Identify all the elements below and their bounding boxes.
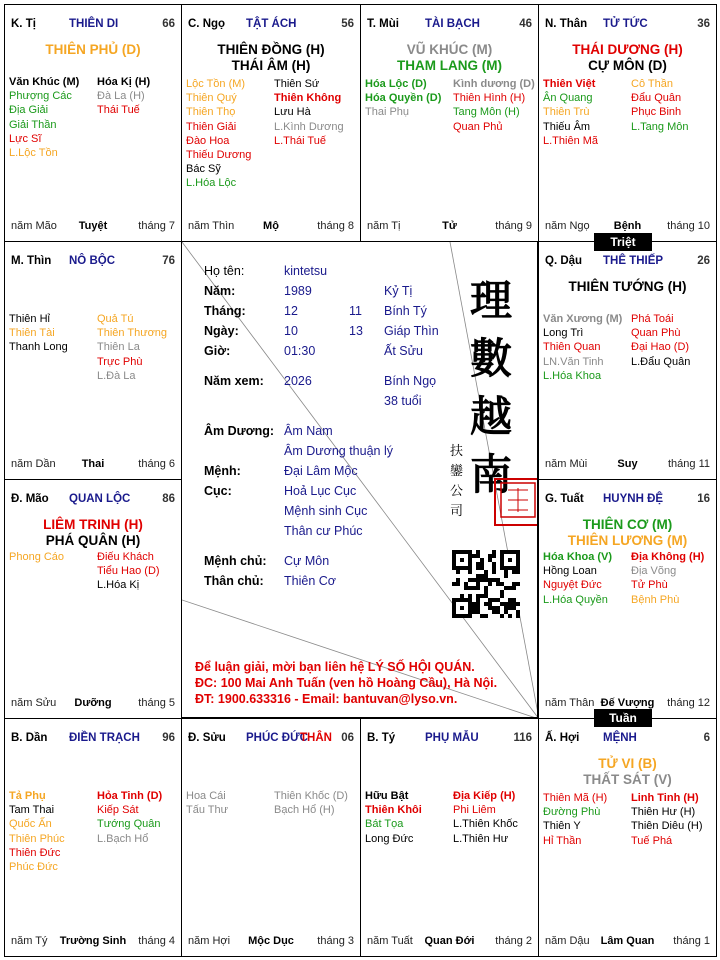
minor-star: L.Hóa Khoa — [543, 369, 602, 382]
minor-star: L.Kình Dương — [274, 120, 344, 133]
minor-star: Thiên Không — [274, 92, 342, 105]
footer-year: năm Ngọ — [545, 220, 590, 232]
than-marker: THÂN — [300, 732, 332, 744]
minor-stars-left — [9, 75, 79, 160]
minor-star: Quả Tú — [97, 313, 134, 325]
footer-phase: Thai — [81, 458, 105, 470]
label-amduong: Âm Dương: — [204, 424, 275, 438]
palace-header — [545, 18, 710, 32]
minor-star: Hỏa Tinh (D) — [97, 790, 163, 802]
minor-stars-right — [631, 791, 703, 848]
value-thang: 12 — [284, 304, 298, 318]
palace-header — [367, 732, 532, 746]
calligraphy-char: 理 — [470, 276, 513, 325]
palace-footer — [367, 220, 532, 234]
footer-year: năm Sửu — [11, 697, 57, 709]
minor-star: Tiểu Hao (D) — [97, 565, 160, 578]
minor-star: L.Tang Môn — [631, 120, 689, 133]
minor-star: Tả Phụ — [9, 790, 46, 802]
minor-star: Tướng Quân — [97, 818, 161, 831]
palace-footer — [545, 935, 710, 949]
minor-stars-left — [543, 550, 612, 607]
minor-star: Lộc Tồn (M) — [186, 78, 246, 90]
palace-footer — [545, 458, 710, 472]
palace-header — [11, 493, 175, 507]
palace-footer — [367, 935, 532, 949]
minor-star: L.Thái Tuế — [274, 134, 326, 147]
minor-stars-right — [97, 75, 150, 118]
palace-header — [545, 732, 710, 746]
minor-star: Tuế Phá — [631, 834, 673, 847]
minor-stars-left — [543, 312, 622, 383]
minor-stars-right — [274, 789, 348, 817]
main-star: THÁI DƯƠNG (H) — [572, 42, 683, 57]
value-thang-can: Bính Tý — [384, 304, 427, 318]
footer-year: năm Thìn — [188, 220, 235, 232]
minor-star: L.Thiên Hư — [453, 832, 509, 845]
main-star: PHÁ QUÂN (H) — [45, 533, 141, 548]
value-ngay-am: 13 — [349, 324, 363, 338]
palace-header — [11, 18, 175, 32]
minor-star: Địa Giải — [9, 104, 49, 117]
minor-star: Thiếu Dương — [186, 149, 252, 162]
palace-branch: Ấ. Hợi — [545, 732, 580, 744]
minor-star: Hồng Loan — [543, 565, 597, 578]
calligraphy-char: 數 — [470, 334, 513, 383]
minor-star: Đẩu Quân — [631, 92, 682, 105]
minor-star: Bác Sỹ — [186, 163, 221, 176]
minor-star: Thiên Tài — [9, 327, 55, 340]
footer-phase: Bệnh — [613, 220, 642, 232]
minor-stars-right — [97, 550, 160, 593]
minor-stars-left — [186, 77, 251, 191]
footer-month: tháng 8 — [317, 220, 354, 232]
palace-header — [367, 18, 532, 32]
main-star: THIÊN LƯƠNG (M) — [567, 533, 688, 548]
label-thang: Tháng: — [204, 304, 246, 318]
footer-year: năm Mùi — [545, 458, 588, 470]
palace-branch: G. Tuất — [545, 493, 584, 505]
minor-star: Thiên Khôi — [365, 804, 422, 817]
minor-star: Kiếp Sát — [97, 804, 139, 817]
palace-footer — [11, 935, 175, 949]
footer-month: tháng 9 — [495, 220, 532, 232]
minor-star: Thiên Diêu (H) — [631, 820, 703, 833]
minor-stars-right — [453, 77, 535, 134]
minor-stars-right — [274, 77, 344, 148]
minor-star: Hóa Quyền (D) — [365, 92, 442, 105]
label-nam: Năm: — [204, 284, 236, 298]
minor-star: Hóa Kị (H) — [97, 76, 151, 88]
minor-star: L.Thiên Mã — [543, 134, 599, 147]
palace-branch: C. Ngọ — [188, 18, 226, 30]
value-menhchu: Cự Môn — [284, 554, 330, 568]
minor-star: Đại Hao (D) — [631, 341, 690, 354]
minor-star: Phá Toái — [631, 313, 674, 325]
minor-stars-left — [186, 789, 228, 817]
main-star: THIÊN CƠ (M) — [582, 517, 673, 532]
footer-month: tháng 6 — [138, 458, 175, 470]
main-star: VŨ KHÚC (M) — [406, 42, 493, 57]
minor-star: L.Hóa Lộc — [186, 177, 237, 190]
minor-stars-right — [97, 312, 167, 383]
main-star: CỰ MÔN (D) — [588, 58, 667, 73]
minor-stars-left — [543, 77, 598, 148]
calligraphy-char: 南 — [470, 450, 513, 499]
calligraphy-char: 越 — [470, 392, 513, 441]
palace-cell-dau[interactable] — [538, 241, 717, 480]
tuan-badge: Tuần — [594, 709, 652, 727]
palace-branch: K. Tị — [11, 18, 36, 30]
minor-star: Ân Quang — [543, 92, 593, 105]
minor-star: Hóa Lộc (D) — [365, 78, 427, 90]
minor-star: Thanh Long — [9, 341, 68, 354]
notice-line3: ĐT: 1900.633316 - Email: bantuvan@lyso.vn. — [195, 692, 458, 706]
minor-stars-left — [9, 312, 68, 355]
minor-star: Nguyệt Đức — [543, 579, 602, 592]
footer-phase: Đế Vượng — [600, 697, 655, 709]
minor-star: Tử Phù — [631, 579, 668, 592]
minor-star: Cô Thần — [631, 78, 673, 90]
label-thanchu: Thân chủ: — [204, 574, 264, 588]
minor-star: Trực Phù — [97, 355, 143, 368]
value-amduong2: Âm Dương thuận lý — [284, 444, 393, 458]
minor-star: Địa Võng — [631, 565, 677, 578]
value-amduong: Âm Nam — [284, 424, 333, 438]
palace-cell-thin[interactable] — [4, 241, 182, 480]
footer-phase: Lâm Quan — [600, 935, 655, 947]
minor-star: Bệnh Phù — [631, 593, 680, 606]
main-star: THÁI ÂM (H) — [231, 58, 311, 73]
value-thang-am: 11 — [349, 304, 362, 318]
minor-star: Thiên Việt — [543, 78, 596, 90]
value-nam-can: Kỷ Tị — [384, 284, 413, 298]
minor-star: Thiên Hư (H) — [631, 806, 696, 819]
footer-phase: Mộ — [263, 220, 279, 232]
palace-number: 6 — [703, 732, 710, 744]
palace-cell-dan[interactable] — [4, 718, 182, 957]
footer-year: năm Thân — [545, 697, 595, 709]
palace-header — [188, 18, 354, 32]
palace-name: PHÚC ĐỨC — [246, 732, 308, 744]
minor-star: Thiên Thương — [97, 327, 168, 340]
palace-number: 116 — [513, 732, 532, 744]
minor-star: Đào Hoa — [186, 134, 230, 147]
minor-star: Tang Môn (H) — [453, 106, 520, 119]
palace-footer — [545, 220, 710, 234]
minor-star: Thiên Quý — [186, 92, 237, 105]
minor-star: L.Thiên Khốc — [453, 818, 518, 831]
palace-header — [11, 732, 175, 746]
minor-star: Đường Phù — [543, 806, 601, 819]
main-star: THIÊN PHỦ (D) — [45, 42, 141, 57]
footer-phase: Suy — [617, 458, 638, 470]
minor-star: Thiếu Âm — [543, 120, 591, 133]
value-ngay: 10 — [284, 324, 298, 338]
footer-year: năm Tị — [367, 220, 401, 232]
minor-stars-left — [365, 77, 441, 120]
minor-star: L.Đẩu Quân — [631, 355, 691, 368]
palace-name: HUYNH ĐỆ — [603, 493, 664, 505]
notice-line2: ĐC: 100 Mai Anh Tuấn (ven hồ Hoàng Cầu), Hà Nội. — [195, 676, 498, 690]
minor-star: L.Bạch Hổ — [97, 832, 149, 845]
minor-star: Thiên Quan — [543, 341, 601, 354]
palace-header — [11, 255, 175, 269]
sub-calligraphy: 扶 鑾 公 司 — [450, 444, 464, 519]
palace-name: QUAN LỘC — [69, 493, 131, 505]
minor-star: Hỉ Thần — [543, 834, 582, 847]
minor-star: L.Đà La — [97, 369, 136, 382]
main-star: THẤT SÁT (V) — [583, 772, 672, 787]
footer-month: tháng 11 — [667, 458, 710, 470]
minor-stars-right — [453, 789, 518, 846]
palace-footer — [11, 220, 175, 234]
palace-name: THIÊN DI — [69, 18, 119, 30]
palace-number: 56 — [341, 18, 354, 30]
palace-header — [545, 493, 710, 507]
palace-branch: Đ. Mão — [11, 493, 49, 505]
label-ngay: Ngày: — [204, 324, 239, 338]
palace-name: NÔ BỘC — [69, 255, 115, 267]
minor-star: L.Hóa Kị — [97, 579, 140, 592]
minor-star: Lực Sĩ — [9, 132, 42, 145]
palace-name: TỬ TỨC — [603, 18, 648, 30]
minor-star: Giải Thần — [9, 118, 57, 131]
footer-month: tháng 7 — [138, 220, 175, 232]
minor-star: Phong Cáo — [9, 551, 65, 563]
footer-month: tháng 2 — [495, 935, 532, 947]
palace-branch: B. Tý — [367, 732, 396, 744]
minor-star: Phục Binh — [631, 106, 682, 119]
minor-star: L.Hóa Quyền — [543, 593, 608, 606]
minor-star: Hóa Khoa (V) — [543, 551, 613, 563]
red-seal-icon — [494, 478, 538, 526]
label-menhchu: Mệnh chủ: — [204, 554, 267, 568]
minor-star: Kình dương (D) — [453, 78, 535, 90]
palace-branch: N. Thân — [545, 18, 588, 30]
value-tuoi: 38 tuổi — [384, 394, 422, 408]
minor-stars-left — [543, 791, 607, 848]
minor-star: Thiên Y — [543, 820, 581, 833]
minor-star: Điếu Khách — [97, 551, 154, 563]
value-namxem: 2026 — [284, 374, 312, 388]
triet-badge: Triệt — [594, 233, 652, 251]
footer-year: năm Dậu — [545, 935, 590, 947]
minor-stars-right — [97, 789, 162, 846]
center-info-panel — [181, 241, 538, 718]
qr-code-icon[interactable] — [452, 550, 520, 618]
minor-star: Thiên Thọ — [186, 106, 236, 119]
value-cuc3: Thân cư Phúc — [284, 524, 363, 538]
palace-cell-than[interactable] — [538, 4, 717, 242]
label-gio: Giờ: — [204, 344, 231, 358]
palace-branch: Đ. Sửu — [188, 732, 226, 744]
palace-number: 96 — [162, 732, 175, 744]
minor-star: Văn Xương (M) — [543, 313, 623, 325]
main-star: THIÊN TƯỚNG (H) — [568, 279, 687, 294]
notice-line1: Để luận giải, mời bạn liên hệ LÝ SỐ HỘI QUÁN. — [195, 660, 475, 674]
minor-star: LN.Văn Tinh — [543, 355, 604, 368]
palace-cell-mao[interactable] — [4, 479, 182, 719]
minor-star: Tấu Thư — [186, 804, 229, 817]
minor-stars-right — [631, 77, 688, 134]
footer-month: tháng 5 — [138, 697, 175, 709]
minor-star: Bạch Hổ (H) — [274, 804, 335, 817]
footer-year: năm Tuất — [367, 935, 413, 947]
palace-number: 66 — [162, 18, 175, 30]
minor-star: Quan Phù — [631, 327, 681, 340]
minor-star: Quan Phủ — [453, 120, 503, 133]
palace-name: TẬT ÁCH — [246, 18, 297, 30]
footer-month: tháng 1 — [673, 935, 710, 947]
footer-phase: Tuyệt — [78, 220, 108, 232]
palace-number: 06 — [341, 732, 354, 744]
minor-stars-left — [9, 550, 64, 564]
palace-branch: B. Dần — [11, 732, 48, 744]
minor-star: Thiên Mã (H) — [543, 792, 608, 804]
palace-number: 36 — [697, 18, 710, 30]
footer-year: năm Tý — [11, 935, 48, 947]
palace-number: 76 — [162, 255, 175, 267]
minor-star: Thiên Trù — [543, 106, 590, 119]
minor-star: Thiên Khốc (D) — [274, 790, 348, 802]
value-ngay-can: Giáp Thìn — [384, 324, 439, 338]
value-cuc: Hoả Lục Cục — [284, 484, 357, 498]
minor-star: Phúc Đức — [9, 861, 58, 874]
minor-star: Thiên Hỉ — [9, 313, 50, 325]
footer-phase: Tử — [442, 220, 457, 232]
value-thanchu: Thiên Cơ — [284, 574, 336, 588]
palace-cell-mui[interactable] — [360, 4, 539, 242]
palace-number: 86 — [162, 493, 175, 505]
palace-cell-suu[interactable] — [181, 718, 361, 957]
label-menh: Mệnh: — [204, 464, 241, 478]
palace-footer — [188, 220, 354, 234]
minor-stars-left — [365, 789, 422, 846]
minor-star: Thai Phụ — [365, 106, 410, 119]
calligraphy — [470, 272, 512, 504]
minor-star: Lưu Hà — [274, 106, 311, 119]
minor-star: Quốc Ấn — [9, 818, 52, 831]
value-gio: 01:30 — [284, 344, 316, 358]
palace-footer — [11, 458, 175, 472]
minor-star: Linh Tinh (H) — [631, 792, 699, 804]
minor-star: L.Lộc Tồn — [9, 147, 58, 160]
main-star: THAM LANG (M) — [397, 58, 502, 73]
minor-star: Thiên Phúc — [9, 832, 65, 845]
palace-footer — [11, 697, 175, 711]
minor-star: Văn Khúc (M) — [9, 76, 80, 88]
footer-phase: Mộc Dục — [248, 935, 294, 947]
palace-branch: M. Thìn — [11, 255, 52, 267]
minor-star: Thái Tuế — [97, 104, 140, 117]
minor-stars-right — [631, 550, 704, 607]
palace-name: PHỤ MẪU — [425, 732, 479, 744]
minor-star: Bát Tọa — [365, 818, 404, 831]
minor-star: Long Đức — [365, 832, 414, 845]
minor-star: Thiên La — [97, 341, 140, 354]
minor-stars-left — [9, 789, 65, 874]
footer-month: tháng 3 — [317, 935, 354, 947]
minor-star: Phượng Các — [9, 90, 72, 103]
palace-name: ĐIỀN TRẠCH — [69, 732, 140, 744]
palace-cell-hoi[interactable] — [538, 718, 717, 957]
minor-star: Thiên Sứ — [274, 78, 320, 90]
minor-star: Tam Thai — [9, 804, 55, 817]
main-star: THIÊN ĐỒNG (H) — [217, 42, 325, 57]
footer-month: tháng 10 — [667, 220, 710, 232]
value-namxem-can: Bính Ngọ — [384, 374, 437, 388]
footer-month: tháng 12 — [667, 697, 710, 709]
palace-header — [188, 732, 354, 746]
minor-star: Hoa Cái — [186, 790, 226, 802]
minor-star: Thiên Hình (H) — [453, 92, 526, 105]
palace-cell-tuat[interactable] — [538, 479, 717, 719]
palace-cell-ty[interactable] — [360, 718, 539, 957]
palace-number: 16 — [697, 493, 710, 505]
palace-header — [545, 255, 710, 269]
value-nam: 1989 — [284, 284, 312, 298]
palace-branch: Q. Dậu — [545, 255, 583, 267]
palace-number: 26 — [697, 255, 710, 267]
palace-name: THÊ THIẾP — [603, 255, 664, 267]
footer-year: năm Mão — [11, 220, 57, 232]
palace-cell-ti[interactable] — [4, 4, 182, 242]
footer-phase: Dưỡng — [74, 697, 112, 709]
main-star: TỬ VI (B) — [598, 756, 657, 771]
label-cuc: Cục: — [204, 484, 232, 498]
minor-star: Phi Liêm — [453, 804, 496, 817]
footer-year: năm Dần — [11, 458, 56, 470]
minor-star: Thiên Đức — [9, 846, 61, 859]
footer-phase: Quan Đới — [424, 935, 475, 947]
minor-star: Thiên Giải — [186, 120, 237, 133]
palace-branch: T. Mùi — [367, 18, 399, 30]
value-menh: Đại Lâm Mộc — [284, 464, 358, 478]
palace-footer — [188, 935, 354, 949]
palace-name: TÀI BẠCH — [425, 18, 480, 30]
minor-star: Địa Không (H) — [631, 551, 705, 563]
palace-cell-ngo[interactable] — [181, 4, 361, 242]
minor-star: Địa Kiếp (H) — [453, 790, 516, 802]
value-gio-can: Ất Sửu — [384, 344, 423, 358]
value-cuc2: Mệnh sinh Cục — [284, 504, 368, 518]
minor-stars-right — [631, 312, 690, 369]
palace-number: 46 — [519, 18, 532, 30]
main-star: LIÊM TRINH (H) — [43, 517, 143, 532]
label-hoten: Họ tên: — [204, 264, 245, 278]
label-namxem: Năm xem: — [204, 374, 264, 388]
minor-star: Long Trì — [543, 327, 584, 340]
footer-year: năm Hợi — [188, 935, 231, 947]
palace-name: MỆNH — [603, 732, 637, 744]
minor-star: Hữu Bật — [365, 790, 409, 802]
footer-month: tháng 4 — [138, 935, 175, 947]
footer-phase: Trường Sinh — [59, 935, 127, 947]
minor-star: Đà La (H) — [97, 90, 145, 103]
value-hoten: kintetsu — [284, 264, 328, 278]
